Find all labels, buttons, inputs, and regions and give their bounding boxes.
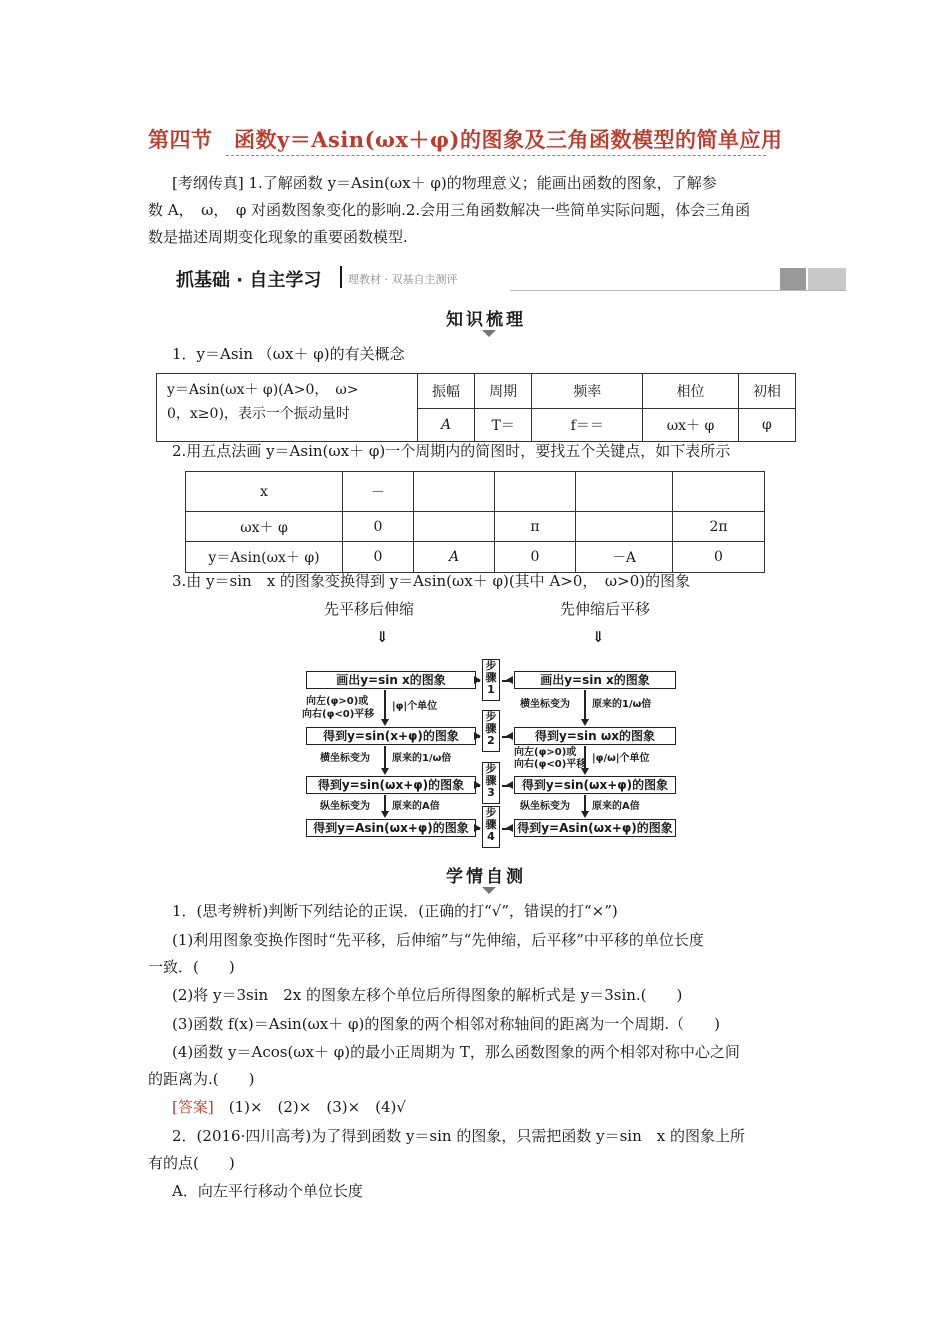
value-period: T＝	[475, 408, 532, 442]
step-label-1: 步骤1	[482, 659, 500, 701]
cell-phase-1: 0	[343, 512, 414, 542]
right-arrow-3-line	[584, 795, 586, 811]
question1-item1-line2: 一致．( )	[148, 958, 235, 976]
right-note2-c: |φ/ω|个单位	[592, 753, 650, 764]
value-phase: ωx＋ φ	[643, 408, 739, 442]
title-underline	[226, 155, 766, 156]
value-amplitude: A	[418, 408, 475, 442]
five-point-table	[185, 471, 765, 573]
item1-heading: 1．y＝Asin （ωx＋ φ)的有关概念	[172, 345, 405, 363]
left-arrow-2-head	[381, 768, 389, 775]
right-note2-a: 向左(φ>0)或	[514, 747, 577, 758]
arrowhead-1-left	[474, 676, 481, 684]
cell-y-5: 0	[673, 542, 765, 573]
right-note3-a: 纵坐标变为	[520, 801, 570, 812]
right-note1-c: 原来的1/ω倍	[592, 699, 652, 710]
item3-heading: 3.由 y＝sin x 的图象变换得到 y＝Asin(ωx＋ φ)(其中 A>0， ω>0)的图象	[172, 572, 691, 590]
step-label-4: 步骤4	[482, 806, 500, 848]
arrowhead-4-right	[506, 824, 513, 832]
question1-item2: (2)将 y＝3sin 2x 的图象左移个单位后所得图象的解析式是 y＝3sin.( )	[172, 986, 683, 1004]
kaogang-text1: 1.了解函数 y＝Asin(ωx＋ φ)的物理意义；能画出函数的图象，了解参	[248, 174, 717, 192]
right-note1-a: 横坐标变为	[520, 699, 570, 710]
arrowhead-2-left	[474, 732, 481, 740]
left-arrow-3-head	[381, 811, 389, 818]
concept-def-line1: y＝Asin(ωx＋ φ)(A>0， ω>	[167, 382, 359, 398]
step-label-3: 步骤3	[482, 762, 500, 804]
arrowhead-3-right	[506, 781, 513, 789]
left-step4-box: 得到y=Asin(ωx+φ)的图象	[306, 819, 476, 837]
answer-text: (1)× (2)× (3)× (4)√	[213, 1098, 406, 1116]
question1-item4-line2: 的距离为.( )	[148, 1070, 255, 1088]
right-down-arrow: ⇓	[592, 628, 605, 646]
concept-def-line2: 0，x≥0)，表示一个振动量时	[167, 406, 350, 422]
kaogang-line1	[172, 170, 717, 197]
left-step1-box: 画出y=sin x的图象	[306, 671, 476, 689]
question2-line2: 有的点( )	[148, 1154, 235, 1172]
cell-phase-5: 2π	[673, 512, 765, 542]
item2-heading: 2.用五点法画 y＝Asin(ωx＋ φ)一个周期内的简图时，要找五个关键点，如下表所示	[172, 442, 731, 460]
cell-x-5	[673, 472, 765, 512]
left-step3-box: 得到y=sin(ωx+φ)的图象	[306, 776, 476, 794]
cell-x-1: －	[343, 472, 414, 512]
banner-block-dark	[780, 268, 806, 290]
header-period: 周期	[475, 374, 532, 409]
kaogang-line2: 数 A， ω， φ 对函数图象变化的影响.2.会用三角函数解决一些简单实际问题，体会三角函	[148, 201, 751, 219]
concept-definition	[157, 374, 418, 442]
kaogang-line3: 数是描述周期变化现象的重要函数模型.	[148, 228, 408, 246]
answer-label: [答案]	[172, 1098, 214, 1116]
page-title: 第四节 函数y＝Asin(ωx＋φ)的图象及三角函数模型的简单应用	[148, 127, 783, 152]
banner-subtitle: 理教材 · 双基自主测评	[348, 273, 458, 286]
right-path-label: 先伸缩后平移	[560, 600, 651, 618]
right-note3-c: 原来的A倍	[592, 801, 640, 812]
right-step2-box: 得到y=sin ωx的图象	[514, 727, 676, 745]
left-arrow-1-head	[381, 719, 389, 726]
cell-x-2	[414, 472, 495, 512]
arrowhead-1-right	[506, 676, 513, 684]
row-y-label: y＝Asin(ωx＋ φ)	[186, 542, 343, 573]
cell-y-1: 0	[343, 542, 414, 573]
question1-stem: 1．(思考辨析)判断下列结论的正误．(正确的打“√”，错误的打“×”)	[172, 902, 618, 920]
banner-title: 抓基础 · 自主学习	[176, 270, 322, 291]
right-arrow-1-line	[584, 690, 586, 719]
left-note1-c: |φ|个单位	[392, 701, 438, 712]
question1-item4-line1: (4)函数 y＝Acos(ωx＋ φ)的最小正周期为 T，那么函数图象的两个相邻对称中心之间	[172, 1043, 740, 1061]
value-frequency: f＝＝	[532, 408, 643, 442]
arrowhead-2-right	[506, 732, 513, 740]
row-x-label: x	[186, 472, 343, 512]
header-initial-phase: 初相	[738, 374, 795, 409]
header-phase: 相位	[643, 374, 739, 409]
question1-item1-line1: (1)利用图象变换作图时“先平移，后伸缩”与“先伸缩，后平移”中平移的单位长度	[172, 931, 704, 949]
section-head-triangle	[482, 330, 496, 337]
section-head-zhishi: 知识梳理	[446, 310, 526, 330]
arrowhead-4-left	[474, 824, 481, 832]
header-amplitude: 振幅	[418, 374, 475, 409]
right-arrow-1-head	[581, 719, 589, 726]
cell-y-4: －A	[576, 542, 673, 573]
left-note2-a: 横坐标变为	[320, 753, 370, 764]
left-note1-a: 向左(φ>0)或	[306, 696, 369, 707]
question2-option-a: A．向左平行移动个单位长度	[172, 1182, 363, 1200]
section-head-triangle-2	[482, 887, 496, 894]
cell-y-3: 0	[495, 542, 576, 573]
right-note2-b: 向右(φ<0)平移	[514, 759, 587, 770]
cell-phase-3: π	[495, 512, 576, 542]
row-phase-label: ωx＋ φ	[186, 512, 343, 542]
section-head-xueqing: 学情自测	[446, 867, 526, 887]
header-frequency: 频率	[532, 374, 643, 409]
left-note3-c: 原来的A倍	[392, 801, 440, 812]
left-down-arrow: ⇓	[376, 628, 389, 646]
left-arrow-1-line	[384, 690, 386, 719]
banner-rule	[510, 290, 846, 291]
right-step4-box: 得到y=Asin(ωx+φ)的图象	[514, 819, 676, 837]
left-note3-a: 纵坐标变为	[320, 801, 370, 812]
right-step3-box: 得到y=sin(ωx+φ)的图象	[514, 776, 676, 794]
arrowhead-3-left	[474, 781, 481, 789]
left-arrow-2-line	[384, 746, 386, 768]
banner-block-light	[808, 268, 846, 290]
value-initial-phase: φ	[738, 408, 795, 442]
cell-x-4	[576, 472, 673, 512]
banner-divider	[340, 266, 342, 288]
right-step1-box: 画出y=sin x的图象	[514, 671, 676, 689]
kaogang-label: [考纲传真]	[172, 174, 244, 192]
cell-x-3	[495, 472, 576, 512]
cell-phase-2	[414, 512, 495, 542]
cell-y-2: A	[414, 542, 495, 573]
cell-phase-4	[576, 512, 673, 542]
question1-item3: (3)函数 f(x)＝Asin(ωx＋ φ)的图象的两个相邻对称轴间的距离为一个周期.（ )	[172, 1015, 721, 1033]
left-arrow-3-line	[384, 795, 386, 811]
question2-line1: 2．(2016·四川高考)为了得到函数 y＝sin 的图象，只需把函数 y＝sin x 的图象上所	[172, 1127, 745, 1145]
left-note2-c: 原来的1/ω倍	[392, 753, 452, 764]
concept-table	[156, 373, 796, 442]
left-path-label: 先平移后伸缩	[324, 600, 415, 618]
right-arrow-3-head	[581, 811, 589, 818]
left-step2-box: 得到y=sin(x+φ)的图象	[306, 727, 476, 745]
left-note1-b: 向右(φ<0)平移	[302, 709, 375, 720]
step-label-2: 步骤2	[482, 710, 500, 752]
answer-line	[172, 1094, 406, 1121]
